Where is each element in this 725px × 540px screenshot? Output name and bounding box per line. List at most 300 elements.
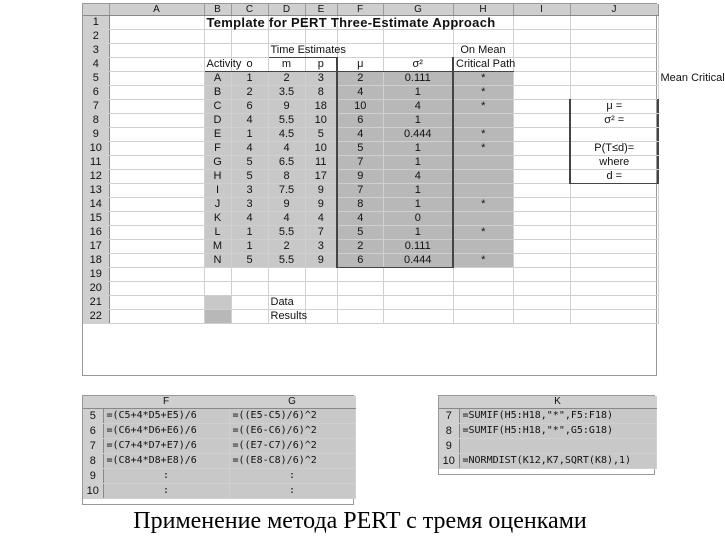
critical-path-mark[interactable]	[453, 212, 513, 226]
pessimistic-estimate[interactable]: 3	[305, 72, 337, 86]
formula-table-fg	[83, 396, 356, 499]
row-header-20[interactable]: 20	[83, 282, 109, 296]
mean-value[interactable]: 4	[337, 86, 383, 100]
optimistic-estimate[interactable]: 4	[231, 142, 268, 156]
column-header-h[interactable]: H	[453, 4, 513, 16]
optimistic-estimate[interactable]: 6	[231, 100, 268, 114]
row-header-6[interactable]: 6	[83, 86, 109, 100]
sheet-row-21	[83, 296, 658, 310]
cell[interactable]	[383, 296, 453, 310]
cell[interactable]	[383, 282, 453, 296]
cell[interactable]	[337, 268, 383, 282]
sheet-row-18	[83, 254, 658, 268]
activity-header[interactable]: Activity	[204, 58, 231, 72]
row-header-22[interactable]: 22	[83, 310, 109, 324]
row-header-17[interactable]: 17	[83, 240, 109, 254]
variance-value[interactable]: 1	[383, 114, 453, 128]
formula-g[interactable]: =((E8-C8)/6)^2	[229, 454, 355, 469]
most-likely-estimate[interactable]: 4	[268, 212, 305, 226]
most-likely-estimate[interactable]: 2	[268, 240, 305, 254]
column-header-i[interactable]: I	[513, 4, 570, 16]
optimistic-estimate[interactable]: 1	[231, 240, 268, 254]
most-likely-estimate[interactable]: 5.5	[268, 254, 305, 268]
critical-path-mark[interactable]: *	[453, 128, 513, 142]
variance-value[interactable]: 4	[383, 170, 453, 184]
formula-view-k	[438, 395, 655, 475]
optimistic-estimate[interactable]: 3	[231, 184, 268, 198]
row-header-14[interactable]: 14	[83, 198, 109, 212]
cell[interactable]	[383, 268, 453, 282]
cell[interactable]	[513, 296, 570, 310]
activity-name[interactable]: L	[204, 226, 231, 240]
row-header-21[interactable]: 21	[83, 296, 109, 310]
sheet-row-17	[83, 240, 658, 254]
cell[interactable]	[513, 156, 570, 170]
row-header-7[interactable]: 7	[83, 100, 109, 114]
most-likely-estimate[interactable]: 5.5	[268, 114, 305, 128]
formula-k[interactable]: =SUMIF(H5:H18,"*",G5:G18)	[459, 424, 656, 439]
variance-value[interactable]: 1	[383, 86, 453, 100]
most-likely-estimate[interactable]: 2	[268, 72, 305, 86]
activity-name[interactable]: D	[204, 114, 231, 128]
cell[interactable]	[570, 240, 658, 254]
row-header[interactable]: 5	[83, 409, 103, 424]
o-header[interactable]: o	[231, 58, 268, 72]
formula-k[interactable]: =SUMIF(H5:H18,"*",F5:F18)	[459, 409, 656, 424]
cell[interactable]	[513, 226, 570, 240]
critical-path-mark[interactable]	[453, 170, 513, 184]
optimistic-estimate[interactable]: 1	[231, 128, 268, 142]
mu-header[interactable]: μ	[337, 58, 383, 72]
sheet-row-9	[83, 128, 658, 142]
pessimistic-estimate[interactable]: 17	[305, 170, 337, 184]
pessimistic-estimate[interactable]: 11	[305, 156, 337, 170]
row-header-2[interactable]: 2	[83, 30, 109, 44]
sigma2-header[interactable]: σ²	[383, 58, 453, 72]
formula-row	[439, 439, 656, 454]
cell[interactable]	[109, 296, 204, 310]
pessimistic-estimate[interactable]: 8	[305, 86, 337, 100]
most-likely-estimate[interactable]: 4.5	[268, 128, 305, 142]
formula-f[interactable]: =(C6+4*D6+E6)/6	[103, 424, 229, 439]
cell[interactable]	[570, 254, 658, 268]
variance-value[interactable]: 1	[383, 142, 453, 156]
mean-value[interactable]: 8	[337, 198, 383, 212]
cell[interactable]	[513, 170, 570, 184]
where-label[interactable]: where	[570, 156, 658, 170]
cell[interactable]	[513, 86, 570, 100]
sheet-row-12	[83, 170, 658, 184]
sheet-row-15	[83, 212, 658, 226]
mean-value[interactable]: 9	[337, 170, 383, 184]
mu-result-label[interactable]: μ =	[570, 100, 658, 114]
cell[interactable]	[109, 254, 204, 268]
activity-name[interactable]: G	[204, 156, 231, 170]
variance-value[interactable]: 1	[383, 226, 453, 240]
formula-table-k	[439, 396, 657, 469]
column-header-b[interactable]: B	[204, 4, 231, 16]
formula-f[interactable]: :	[103, 469, 229, 484]
activity-name[interactable]: I	[204, 184, 231, 198]
cell[interactable]	[513, 58, 570, 72]
column-header-row	[83, 4, 658, 16]
cell[interactable]	[305, 296, 337, 310]
cell[interactable]	[109, 142, 204, 156]
cell[interactable]	[513, 142, 570, 156]
pessimistic-estimate[interactable]: 10	[305, 142, 337, 156]
results-legend-swatch[interactable]	[204, 310, 231, 324]
variance-value[interactable]: 0	[383, 212, 453, 226]
mean-value[interactable]: 6	[337, 254, 383, 268]
cell[interactable]	[268, 282, 305, 296]
variance-value[interactable]: 0.111	[383, 72, 453, 86]
formula-f[interactable]: :	[103, 484, 229, 499]
row-header[interactable]: 8	[83, 454, 103, 469]
cell[interactable]	[570, 128, 658, 142]
row-header-16[interactable]: 16	[83, 226, 109, 240]
mean-value[interactable]: 10	[337, 100, 383, 114]
cell[interactable]	[109, 226, 204, 240]
sheet-row-1	[83, 16, 658, 30]
row-header-10[interactable]: 10	[83, 142, 109, 156]
select-all-corner[interactable]	[439, 396, 459, 409]
cell[interactable]	[570, 310, 658, 324]
row-header-3[interactable]: 3	[83, 44, 109, 58]
cell[interactable]	[109, 268, 204, 282]
data-legend-swatch[interactable]	[204, 296, 231, 310]
activity-name[interactable]: E	[204, 128, 231, 142]
cell[interactable]	[513, 212, 570, 226]
cell[interactable]	[231, 30, 268, 44]
mean-value[interactable]: 2	[337, 72, 383, 86]
cell[interactable]	[337, 30, 383, 44]
mean-value[interactable]: 6	[337, 114, 383, 128]
time-estimates-header[interactable]: Time Estimates	[268, 44, 305, 58]
cell[interactable]	[109, 310, 204, 324]
mean-value[interactable]: 7	[337, 184, 383, 198]
cell[interactable]	[109, 240, 204, 254]
cell[interactable]	[453, 282, 513, 296]
mean-value[interactable]: 5	[337, 142, 383, 156]
cell[interactable]	[513, 240, 570, 254]
cell[interactable]	[109, 128, 204, 142]
sheet-row-16	[83, 226, 658, 240]
variance-value[interactable]: 1	[383, 184, 453, 198]
cell[interactable]	[109, 86, 204, 100]
cell[interactable]	[570, 16, 658, 30]
column-header-f[interactable]: F	[103, 396, 229, 409]
cell[interactable]	[453, 296, 513, 310]
activity-name[interactable]: H	[204, 170, 231, 184]
mean-value[interactable]: 4	[337, 128, 383, 142]
formula-g[interactable]: =((E7-C7)/6)^2	[229, 439, 355, 454]
optimistic-estimate[interactable]: 1	[231, 72, 268, 86]
optimistic-estimate[interactable]: 2	[231, 86, 268, 100]
row-header-5[interactable]: 5	[83, 72, 109, 86]
formula-g[interactable]: :	[229, 484, 355, 499]
cell[interactable]	[231, 310, 268, 324]
cell[interactable]	[570, 58, 658, 72]
row-header-13[interactable]: 13	[83, 184, 109, 198]
cell[interactable]	[231, 268, 268, 282]
critical-path-mark[interactable]	[453, 114, 513, 128]
row-header[interactable]: 10	[83, 484, 103, 499]
cell[interactable]	[570, 72, 658, 86]
spreadsheet	[82, 3, 725, 376]
sheet-row-14	[83, 198, 658, 212]
sheet-row-10	[83, 142, 658, 156]
formula-row	[83, 424, 355, 439]
row-header[interactable]: 9	[439, 439, 459, 454]
cell[interactable]	[383, 310, 453, 324]
on-mean-header[interactable]: On Mean	[453, 44, 513, 58]
cell[interactable]	[570, 184, 658, 198]
cell[interactable]	[109, 72, 204, 86]
cell[interactable]	[109, 212, 204, 226]
cell[interactable]	[513, 44, 570, 58]
cell[interactable]	[305, 268, 337, 282]
optimistic-estimate[interactable]: 5	[231, 156, 268, 170]
select-all-corner[interactable]	[83, 396, 103, 409]
row-header-15[interactable]: 15	[83, 212, 109, 226]
optimistic-estimate[interactable]: 1	[231, 226, 268, 240]
cell[interactable]	[383, 30, 453, 44]
deadline-label[interactable]: d =	[570, 170, 658, 184]
activity-name[interactable]: A	[204, 72, 231, 86]
select-all-corner[interactable]	[83, 4, 109, 16]
p-header[interactable]: p	[305, 58, 337, 72]
most-likely-estimate[interactable]: 7.5	[268, 184, 305, 198]
cell[interactable]	[337, 296, 383, 310]
row-header-4[interactable]: 4	[83, 58, 109, 72]
cell[interactable]	[513, 268, 570, 282]
cell[interactable]	[231, 44, 268, 58]
variance-value[interactable]: 0.444	[383, 254, 453, 268]
activity-name[interactable]: M	[204, 240, 231, 254]
pessimistic-estimate[interactable]: 9	[305, 198, 337, 212]
probability-label[interactable]: P(T≤d)=	[570, 142, 658, 156]
row-header[interactable]: 9	[83, 469, 103, 484]
sheet-title[interactable]: Template for PERT Three-Estimate Approach	[204, 16, 231, 30]
pessimistic-estimate[interactable]: 18	[305, 100, 337, 114]
cell[interactable]	[109, 114, 204, 128]
cell[interactable]	[268, 268, 305, 282]
pessimistic-estimate[interactable]: 4	[305, 212, 337, 226]
column-header-g[interactable]: G	[383, 4, 453, 16]
column-header-f[interactable]: F	[337, 4, 383, 16]
cell[interactable]	[305, 282, 337, 296]
critical-path-mark[interactable]: *	[453, 142, 513, 156]
formula-k[interactable]: =NORMDIST(K12,K7,SQRT(K8),1)	[459, 454, 656, 469]
most-likely-estimate[interactable]: 3.5	[268, 86, 305, 100]
row-header[interactable]: 6	[83, 424, 103, 439]
cell[interactable]	[305, 30, 337, 44]
cell[interactable]	[268, 30, 305, 44]
pessimistic-estimate[interactable]: 10	[305, 114, 337, 128]
optimistic-estimate[interactable]: 4	[231, 212, 268, 226]
activity-name[interactable]: K	[204, 212, 231, 226]
column-header-k[interactable]: K	[459, 396, 656, 409]
optimistic-estimate[interactable]: 3	[231, 198, 268, 212]
most-likely-estimate[interactable]: 9	[268, 100, 305, 114]
optimistic-estimate[interactable]: 5	[231, 254, 268, 268]
most-likely-estimate[interactable]: 8	[268, 170, 305, 184]
column-header-c[interactable]: C	[231, 4, 268, 16]
formula-f[interactable]: =(C5+4*D5+E5)/6	[103, 409, 229, 424]
formula-g[interactable]: =((E6-C6)/6)^2	[229, 424, 355, 439]
activity-name[interactable]: J	[204, 198, 231, 212]
pessimistic-estimate[interactable]: 9	[305, 254, 337, 268]
results-legend-label[interactable]: Results	[268, 310, 305, 324]
cell[interactable]	[109, 282, 204, 296]
cell[interactable]	[513, 254, 570, 268]
sigma2-result-label[interactable]: σ² =	[570, 114, 658, 128]
most-likely-estimate[interactable]: 6.5	[268, 156, 305, 170]
variance-value[interactable]: 1	[383, 156, 453, 170]
row-header-9[interactable]: 9	[83, 128, 109, 142]
row-header[interactable]: 7	[83, 439, 103, 454]
mean-value[interactable]: 2	[337, 240, 383, 254]
cell[interactable]	[109, 184, 204, 198]
cell[interactable]	[109, 100, 204, 114]
row-header-1[interactable]: 1	[83, 16, 109, 30]
cell[interactable]	[231, 296, 268, 310]
pessimistic-estimate[interactable]: 5	[305, 128, 337, 142]
column-header-d[interactable]: D	[268, 4, 305, 16]
cell[interactable]	[204, 282, 231, 296]
cell[interactable]	[570, 296, 658, 310]
mean-value[interactable]: 4	[337, 212, 383, 226]
cell[interactable]	[513, 310, 570, 324]
critical-path-mark[interactable]	[453, 184, 513, 198]
cell[interactable]	[513, 16, 570, 30]
row-header-18[interactable]: 18	[83, 254, 109, 268]
row-header[interactable]: 8	[439, 424, 459, 439]
variance-value[interactable]: 0.444	[383, 128, 453, 142]
row-header-11[interactable]: 11	[83, 156, 109, 170]
row-header-12[interactable]: 12	[83, 170, 109, 184]
mean-value[interactable]: 5	[337, 226, 383, 240]
formula-row	[439, 454, 656, 469]
cell[interactable]	[570, 44, 658, 58]
data-legend-label[interactable]: Data	[268, 296, 305, 310]
cell[interactable]	[109, 16, 204, 30]
column-header-row	[83, 396, 355, 409]
optimistic-estimate[interactable]: 4	[231, 114, 268, 128]
critical-path-mark[interactable]: *	[453, 86, 513, 100]
activity-name[interactable]: N	[204, 254, 231, 268]
cell[interactable]	[513, 114, 570, 128]
formula-f[interactable]: =(C7+4*D7+E7)/6	[103, 439, 229, 454]
variance-value[interactable]: 0.111	[383, 240, 453, 254]
variance-value[interactable]: 1	[383, 198, 453, 212]
most-likely-estimate[interactable]: 9	[268, 198, 305, 212]
column-header-g[interactable]: G	[229, 396, 355, 409]
cell[interactable]	[305, 310, 337, 324]
formula-f[interactable]: =(C8+4*D8+E8)/6	[103, 454, 229, 469]
formula-k[interactable]	[459, 439, 656, 454]
optimistic-estimate[interactable]: 5	[231, 170, 268, 184]
cell[interactable]	[231, 282, 268, 296]
cell[interactable]	[204, 30, 231, 44]
cell[interactable]	[570, 198, 658, 212]
cell[interactable]	[204, 44, 231, 58]
cell[interactable]	[337, 282, 383, 296]
sheet-row-22	[83, 310, 658, 324]
row-header-19[interactable]: 19	[83, 268, 109, 282]
cell[interactable]	[109, 44, 204, 58]
column-header-e[interactable]: E	[305, 4, 337, 16]
cell[interactable]	[513, 282, 570, 296]
cell[interactable]	[109, 198, 204, 212]
cell[interactable]	[513, 184, 570, 198]
cell[interactable]	[570, 30, 658, 44]
row-header[interactable]: 10	[439, 454, 459, 469]
cell[interactable]	[204, 268, 231, 282]
activity-name[interactable]: B	[204, 86, 231, 100]
critical-path-mark[interactable]: *	[453, 226, 513, 240]
formula-view-fg	[82, 395, 354, 505]
formula-g[interactable]: =((E5-C5)/6)^2	[229, 409, 355, 424]
mean-value[interactable]: 7	[337, 156, 383, 170]
cell[interactable]	[513, 128, 570, 142]
column-header-a[interactable]: A	[109, 4, 204, 16]
critical-path-mark[interactable]	[453, 240, 513, 254]
critical-path-mark[interactable]: *	[453, 100, 513, 114]
cell[interactable]	[513, 30, 570, 44]
cell[interactable]	[109, 156, 204, 170]
pessimistic-estimate[interactable]: 3	[305, 240, 337, 254]
m-header[interactable]: m	[268, 58, 305, 72]
critical-path-mark[interactable]: *	[453, 198, 513, 212]
cell[interactable]	[513, 72, 570, 86]
cell[interactable]	[453, 268, 513, 282]
cell[interactable]	[109, 170, 204, 184]
cell[interactable]	[570, 226, 658, 240]
column-header-j[interactable]: J	[570, 4, 658, 16]
row-header[interactable]: 7	[439, 409, 459, 424]
cell[interactable]	[109, 30, 204, 44]
cell[interactable]	[570, 268, 658, 282]
cell[interactable]	[109, 58, 204, 72]
cell[interactable]	[453, 30, 513, 44]
critical-path-mark[interactable]	[453, 156, 513, 170]
critical-path-mark[interactable]: *	[453, 254, 513, 268]
formula-g[interactable]: :	[229, 469, 355, 484]
cell[interactable]	[513, 198, 570, 212]
sheet-row-19	[83, 268, 658, 282]
variance-value[interactable]: 4	[383, 100, 453, 114]
critical-path-header[interactable]: Critical Path	[453, 58, 513, 72]
cell[interactable]	[570, 212, 658, 226]
critical-path-mark[interactable]: *	[453, 72, 513, 86]
sheet-row-6	[83, 86, 658, 100]
activity-name[interactable]: F	[204, 142, 231, 156]
cell[interactable]	[513, 100, 570, 114]
activity-name[interactable]: C	[204, 100, 231, 114]
sheet-row-5: 5 A 1 2 3 2 0.111 * Mean Critical	[83, 72, 658, 86]
cell[interactable]	[570, 86, 658, 100]
most-likely-estimate[interactable]: 5.5	[268, 226, 305, 240]
pessimistic-estimate[interactable]: 7	[305, 226, 337, 240]
cell[interactable]	[337, 310, 383, 324]
cell[interactable]	[383, 44, 453, 58]
pessimistic-estimate[interactable]: 9	[305, 184, 337, 198]
cell[interactable]	[453, 310, 513, 324]
most-likely-estimate[interactable]: 4	[268, 142, 305, 156]
cell[interactable]	[570, 282, 658, 296]
row-header-8[interactable]: 8	[83, 114, 109, 128]
